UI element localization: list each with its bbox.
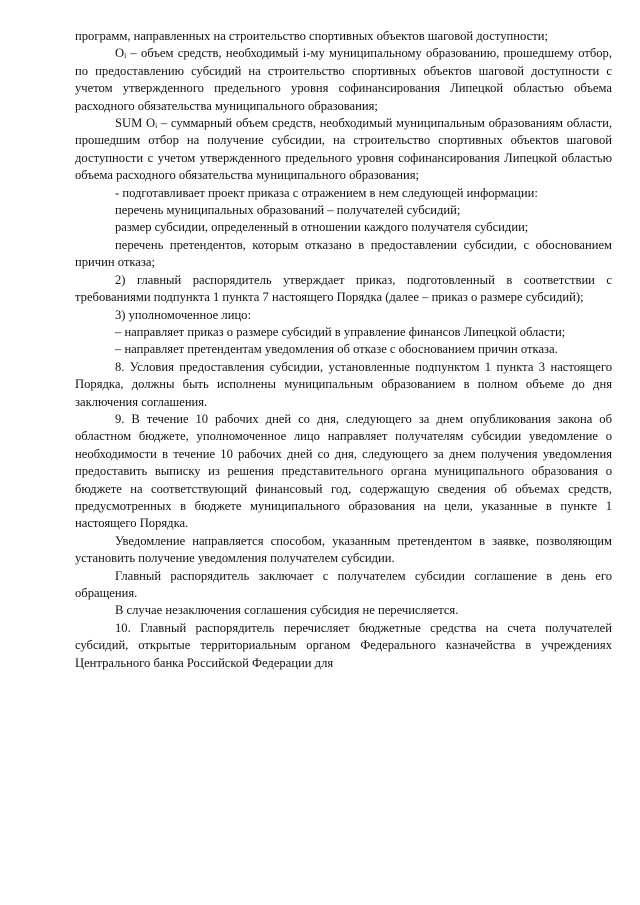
paragraph: 3) уполномоченное лицо: [115,307,251,322]
paragraph: 10. Главный распорядитель перечисляет бюджетные средства на счета получателей субсидий, открытые территориальным органом Федерального казначейства в учреждениях Центрального банка Российской Федерации для [75,620,612,670]
paragraph: 9. В течение 10 рабочих дней со дня, следующего за днем опубликования закона об областном бюджете, уполномоченное лицо направляет получателям субсидии уведомление о необходимости в течение 10 рабочих дней со дня, следующего за днем получения уведомления предоставить выписку из решения представительного органа муниципального образования о бюджете на соответствующий финансовый год, содержащую сведения об объемах средств, предусмотренных в бюджете муниципального образования на цели, указанные в пункте 1 настоящего Порядка. [75,411,612,531]
paragraph: 8. Условия предоставления субсидии, установленные подпунктом 1 пункта 3 настоящего Порядка, должны быть исполнены муниципальным образованием в полном объеме до дня заключения соглашения. [75,359,612,409]
paragraph: - подготавливает проект приказа с отражением в нем следующей информации: [115,185,538,200]
paragraph: SUM Оᵢ – суммарный объем средств, необходимый муниципальным образованиям области, прошедшим отбор на получение субсидии, на строительство спортивных объектов шаговой доступности с учетом утвержденного предельного уровня софинансирования Липецкой областью объема расходного обязательства муниципального образования; [75,116,612,183]
paragraph: программ, направленных на строительство спортивных объектов шаговой доступности; [75,29,548,43]
document-page [75,28,612,672]
paragraph: размер субсидии, определенный в отношении каждого получателя субсидии; [115,220,529,235]
paragraph: В случае незаключения соглашения субсидия не перечисляется. [115,603,459,618]
paragraph: – направляет претендентам уведомления об отказе с обоснованием причин отказа. [115,342,558,357]
paragraph: – направляет приказ о размере субсидий в управление финансов Липецкой области; [115,324,566,339]
paragraph: 2) главный распорядитель утверждает приказ, подготовленный в соответствии с требованиями подпункта 1 пункта 7 настоящего Порядка (далее – приказ о размере субсидий); [75,272,612,305]
paragraph: перечень муниципальных образований – получателей субсидий; [115,203,461,218]
paragraph: Оᵢ – объем средств, необходимый i-му муниципальному образованию, прошедшему отбор, по предоставлению субсидий на строительство спортивных объектов шаговой доступности с учетом утвержденного предельного уровня софинансирования Липецкой областью объема расходного обязательства муниципального образования; [75,46,612,113]
paragraph: Уведомление направляется способом, указанным претендентом в заявке, позволяющим установить получение уведомления получателем субсидии. [75,533,612,566]
paragraph: Главный распорядитель заключает с получателем субсидии соглашение в день его обращения. [75,568,612,600]
paragraph: перечень претендентов, которым отказано в предоставлении субсидии, с обоснованием причин отказа; [75,237,612,270]
